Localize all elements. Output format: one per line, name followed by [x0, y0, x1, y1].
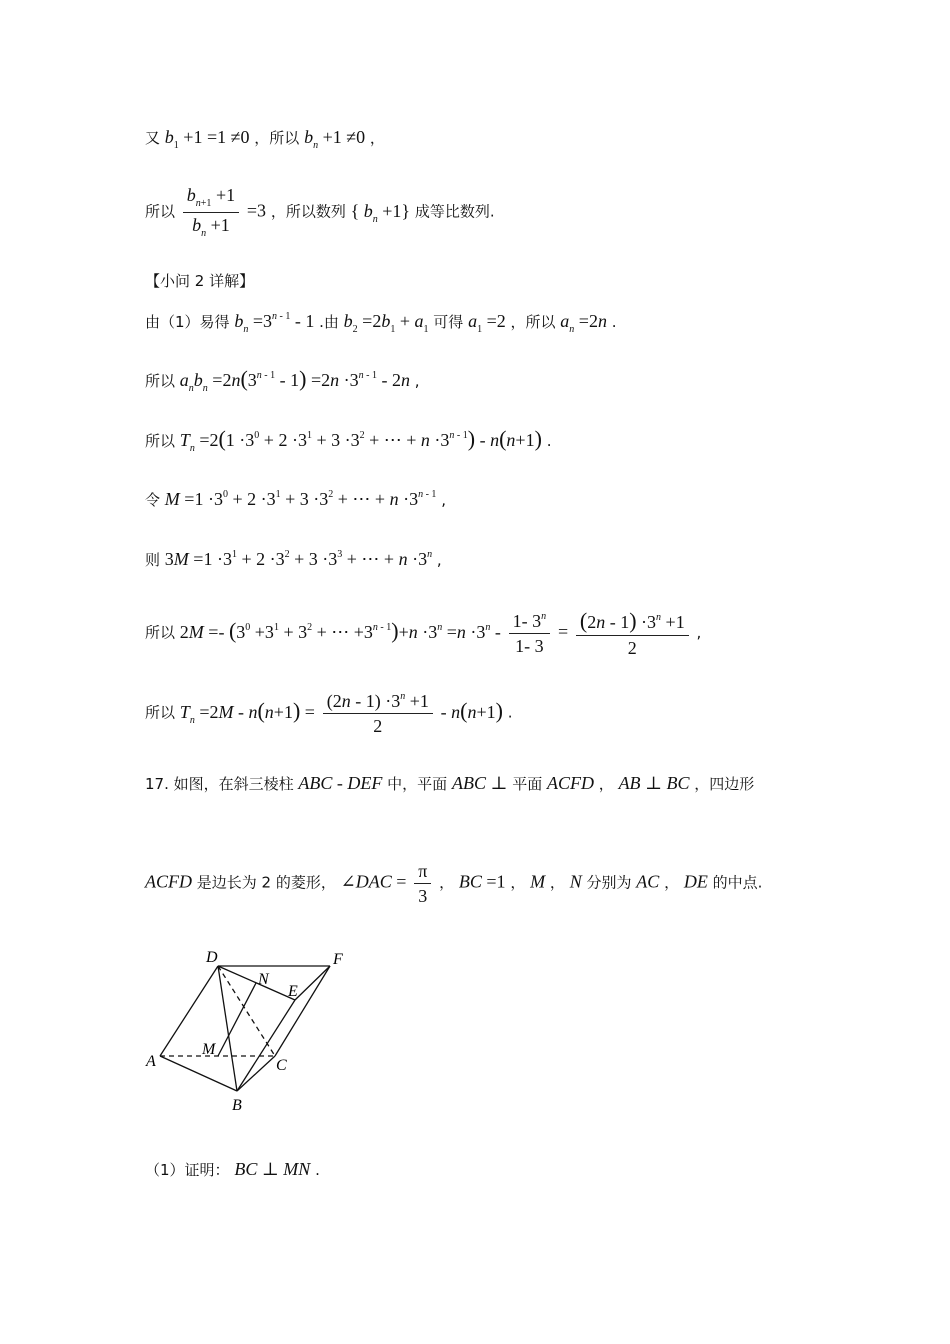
line-8 [145, 610, 701, 657]
line-9 [145, 692, 513, 735]
formula: ACFD [546, 773, 594, 793]
text: ， [510, 873, 526, 892]
formula: BC =1 [458, 871, 506, 892]
line-7 [145, 550, 442, 568]
label-D: D [206, 949, 218, 966]
fraction: $\frac{(2n - 1) \cdot 3^n +1}{2}$ [323, 692, 433, 735]
edge-AB [160, 1056, 237, 1091]
formula: ∠DAC = [340, 871, 407, 892]
formula: - n(n+1) [440, 697, 503, 723]
label-M: M [202, 1041, 216, 1058]
text: 平面 [512, 775, 543, 793]
text: 成等比数列. [414, 202, 495, 221]
formula: ACFD [145, 871, 192, 892]
formula: $2M =- (3^0 +3^1 + 3^2$ + ⋯ $+3^{n - 1})+n \cdot 3^n =n \cdot 3^n$ - [179, 617, 501, 643]
line-4 [145, 368, 420, 394]
formula: ABC ⊥ [451, 773, 508, 793]
formula: N [569, 871, 582, 892]
line-3 [145, 312, 617, 335]
line-2 [145, 186, 495, 239]
formula: $a_nb_n =2n(3^{n - 1} - 1) =2n \cdot 3^{n - 1} - 2n$ [179, 366, 410, 394]
text: 所以 [145, 202, 176, 221]
text: . [315, 1161, 320, 1179]
text: . [546, 432, 552, 450]
text: ，四边形 [694, 775, 755, 793]
text: 又 [145, 129, 161, 147]
formula: =3 [246, 200, 267, 221]
text: 所以 [145, 703, 176, 722]
label-B: B [232, 1097, 242, 1114]
formula: AC [636, 871, 660, 892]
text: ，所以 [254, 129, 300, 147]
label-E: E [288, 983, 298, 1000]
line-1 [145, 128, 385, 151]
text: 是边长为 2 的菱形， [196, 873, 336, 892]
text: ， [549, 873, 565, 892]
text: 由（1）易得 [145, 313, 230, 331]
text: 则 [145, 551, 161, 569]
formula: $T_n =2(1 \cdot 3^0 + 2 \cdot 3^1 + 3 \cdot 3^2$ + ⋯ + $n \cdot 3^{n - 1}) - n(n+1)$ [179, 426, 542, 454]
formula: DE [683, 871, 708, 892]
fraction: $\frac{b_{n+1} +1}{b_n +1}$ [183, 186, 239, 239]
text: , [441, 491, 446, 509]
text: 所以 [145, 623, 176, 642]
formula: $M =1 \cdot 3^0 + 2 \cdot 3^1 + 3 \cdot 3^2$ + ⋯ + $n \cdot 3^{n - 1}$ [164, 489, 437, 509]
formula: { $b_n +1$} [350, 200, 411, 225]
part-1 [145, 1160, 320, 1178]
text: ， [439, 873, 455, 892]
problem-17-line [145, 774, 754, 792]
formula: ABC - DEF [298, 773, 383, 793]
edge-DB [218, 966, 237, 1091]
text: 可得 [433, 313, 464, 331]
edge-DE [218, 966, 295, 1000]
text: , [414, 372, 420, 390]
text: 17. 如图，在斜三棱柱 [145, 775, 294, 793]
text: 所以 [145, 432, 176, 450]
formula: BC ⊥ MN [234, 1159, 311, 1179]
text: , [696, 623, 702, 642]
label-N: N [258, 971, 269, 988]
label-C: C [276, 1057, 287, 1074]
text: ，所以 [510, 313, 556, 331]
edge-FC [275, 966, 330, 1056]
formula: = [557, 621, 569, 642]
fraction: $\frac{\pi}{3}$ [414, 862, 431, 905]
formula: $b_1 +1 =1 \ne 0$ [164, 127, 250, 151]
line-11 [145, 862, 762, 905]
text: 中，平面 [387, 775, 448, 793]
formula: AB ⊥ BC [618, 773, 690, 793]
segment-NM [218, 983, 256, 1056]
fraction: $\frac{(2n - 1) \cdot 3^n +1}{2}$ [576, 610, 689, 657]
formula: $T_n =2M - n(n+1)$ = [179, 697, 315, 726]
formula: $b_2 =2b_1 + a_1$ [343, 311, 429, 335]
text: , [436, 551, 442, 569]
text: . [611, 313, 617, 331]
text: .由 [319, 313, 339, 331]
text: （1）证明： [145, 1161, 230, 1179]
label-A: A [146, 1053, 156, 1070]
formula: $3M =1 \cdot 3^1 + 2 \cdot 3^2 + 3 \cdot 3^3$ + ⋯ + $n \cdot 3^n$ [164, 549, 433, 569]
formula: $b_n =3^{n - 1} - 1$ [234, 311, 315, 335]
text: . [507, 703, 513, 722]
text: 分别为 [586, 873, 632, 892]
text: ， [369, 129, 385, 147]
text: 的中点. [712, 873, 763, 892]
formula: $a_1 =2$ [468, 311, 506, 335]
line-5 [145, 428, 551, 454]
formula: $a_n =2n$ [560, 311, 607, 335]
text: ，所以数列 [270, 202, 346, 221]
edge-EB [237, 1000, 295, 1091]
formula: M [530, 871, 546, 892]
line-6 [145, 490, 446, 508]
prism-figure [140, 940, 370, 1120]
fraction: $\frac{1- 3^n}{1- 3}$ [509, 612, 551, 655]
text: 令 [145, 491, 161, 509]
q2-header: 【小问 2 详解】 [145, 272, 255, 290]
text: ， [598, 775, 614, 793]
text: ， [664, 873, 680, 892]
label-F: F [333, 951, 343, 968]
text: 所以 [145, 372, 176, 390]
formula: $b_n +1 \ne 0$ [304, 127, 366, 151]
